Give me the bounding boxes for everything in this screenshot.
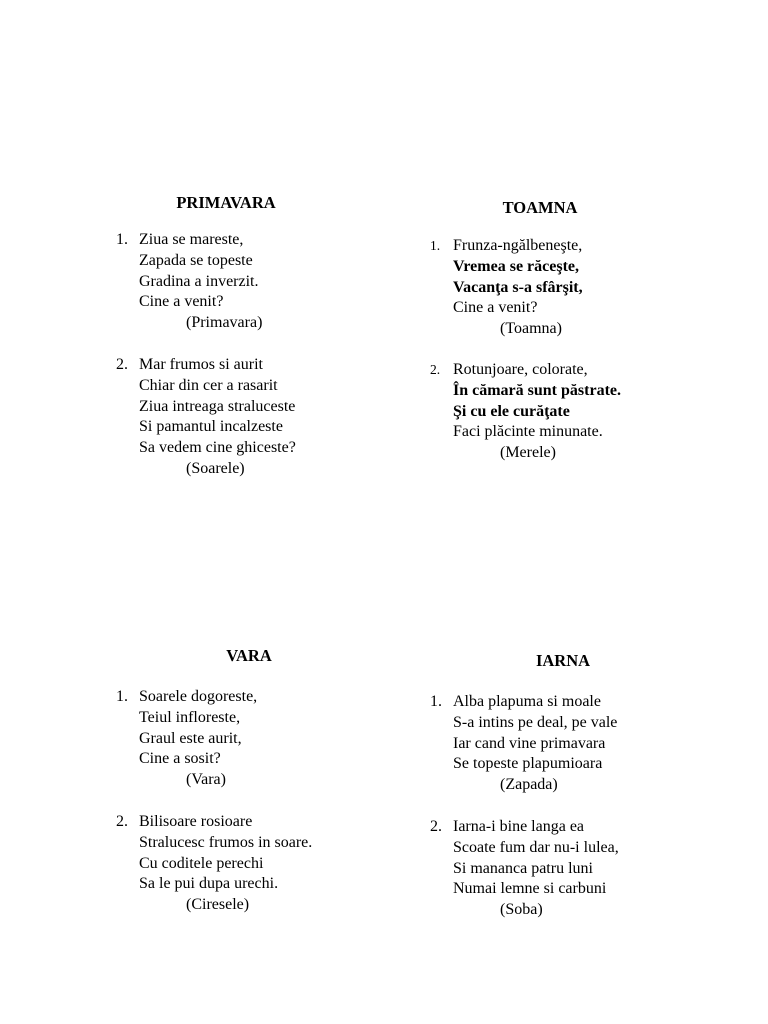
riddle-answer: (Toamna) [500,320,562,338]
riddle-line: Gradina a inverzit. [139,272,259,290]
riddle-line: Vremea se răceşte, [453,257,579,275]
riddle-line: Si pamantul incalzeste [139,418,283,436]
riddle-number: 1. [116,231,128,248]
riddle-line: Cine a sosit? [139,750,221,768]
riddle-answer: (Merele) [500,444,556,462]
riddle-line: Scoate fum dar nu-i lulea, [453,838,619,856]
riddle-line: Vacanţa s-a sfârşit, [453,278,583,296]
riddle-line: Frunza-ngălbeneşte, [453,237,583,254]
riddle-line: Mar frumos si aurit [139,356,263,373]
riddle-answer: (Zapada) [500,776,558,794]
riddle-line: Şi cu ele curăţate [453,402,570,420]
riddle-line: Sa le pui dupa urechi. [139,875,279,893]
riddle-number: 2. [116,813,128,830]
riddle-number: 1. [116,688,128,705]
riddle-line: Sa vedem cine ghiceste? [139,439,296,457]
riddle-line: Alba plapuma si moale [453,693,601,710]
riddle-number: 2. [430,362,441,377]
riddle-number: 1. [430,693,442,710]
riddle-line: Rotunjoare, colorate, [453,361,588,378]
riddle-line: Soarele dogoreste, [139,688,258,705]
section-title: TOAMNA [502,198,578,217]
riddle-line: Cine a venit? [453,299,538,317]
section-title: VARA [226,646,272,665]
riddle-line: Si mananca patru luni [453,859,593,877]
riddle-line: Cine a venit? [139,293,224,311]
riddle-answer: (Soba) [500,901,543,919]
riddle-line: Zapada se topeste [139,251,253,269]
riddle-number: 2. [430,818,442,835]
section-title: PRIMAVARA [176,193,276,212]
riddle-line: S-a intins pe deal, pe vale [453,713,618,731]
riddle-line: Cu coditele perechi [139,854,264,872]
riddle-line: Numai lemne si carbuni [453,880,607,898]
riddle-answer: (Ciresele) [186,896,250,914]
riddle-line: Se topeste plapumioara [453,755,603,773]
riddle-answer: (Soarele) [186,459,245,477]
riddle-line: Chiar din cer a rasarit [139,376,278,394]
riddle-line: Ziua se mareste, [139,231,244,248]
riddle-number: 1. [430,238,441,253]
riddle-line: Iarna-i bine langa ea [453,818,585,835]
riddle-answer: (Vara) [186,771,226,789]
riddle-number: 2. [116,356,128,373]
riddle-line: Iar cand vine primavara [453,734,606,752]
riddle-line: Graul este aurit, [139,729,242,747]
riddle-line: Bilisoare rosioare [139,813,253,830]
riddle-line: Ziua intreaga straluceste [139,397,296,415]
riddle-line: Stralucesc frumos in soare. [139,833,313,851]
riddle-line: În cămară sunt păstrate. [453,381,621,399]
section-title: IARNA [535,651,591,670]
riddle-answer: (Primavara) [186,314,263,332]
riddle-line: Teiul infloreste, [139,708,241,726]
riddle-line: Faci plăcinte minunate. [453,423,603,441]
